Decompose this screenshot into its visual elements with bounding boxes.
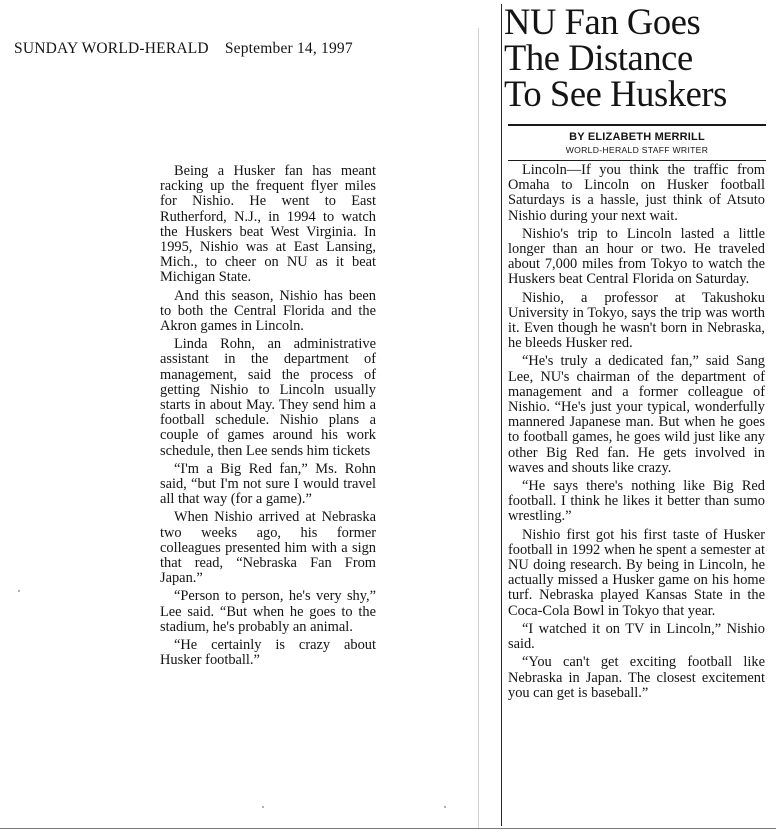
paragraph: “I'm a Big Red fan,” Ms. Rohn said, “but I'm not sure I would travel all that way (for a game).” (160, 460, 376, 508)
paragraph: “He certainly is crazy about Husker football.” (160, 637, 376, 669)
scan-speck (262, 806, 264, 808)
paragraph: Linda Rohn, an administrative assistant in the department of management, said the process of getting Nishio to Lincoln usually starts in about May. They send him a football schedule. Nishio plans a couple of games around his work schedule, then Lee sends him tickets (160, 336, 376, 459)
headline-rule (508, 124, 766, 126)
paper-name: SUNDAY WORLD-HERALD (14, 40, 209, 57)
byline-title: WORLD-HERALD STAFF WRITER (565, 145, 709, 155)
paragraph: “He's truly a dedicated fan,” said Sang Lee, NU's chairman of the department of management and a former colleague of Nishio. “He's just your typical, wonderfully mannered Japanese man. But when he goes to football games, he goes wild just like any other Big Red fan. He gets involved in waves and shouts like crazy. (508, 353, 765, 476)
paragraph: “I watched it on TV in Lincoln,” Nishio said. (508, 620, 765, 653)
paragraph: When Nishio arrived at Nebraska two weeks ago, his former colleagues presented him with a sign that read, “Nebraska Fan From Japan.” (160, 509, 376, 587)
scan-speck (18, 590, 20, 592)
headline-line: The Distance (504, 37, 693, 78)
article-continuation-column (160, 164, 376, 672)
headline (504, 1, 772, 114)
byline-rule (508, 160, 766, 161)
issue-date: September 14, 1997 (224, 40, 353, 57)
paragraph: Being a Husker fan has meant racking up the frequent flyer miles for Nishio. He went to East Rutherford, N.J., in 1994 to watch the Huskers beat West Virginia. In 1995, Nishio was at East Lansing, Mich., to cheer on NU as it beat Michigan State. (160, 163, 376, 286)
paragraph: And this season, Nishio has been to both the Central Florida and the Akron games in Lincoln. (160, 287, 376, 335)
byline (508, 131, 766, 156)
column-divider (478, 28, 479, 828)
page-edge-rule (0, 828, 776, 829)
headline-line: NU Fan Goes (504, 1, 701, 42)
article-lead-column (508, 163, 765, 704)
column-divider (501, 4, 502, 826)
scan-speck (444, 806, 446, 808)
paragraph: “Person to person, he's very shy,” Lee said. “But when he goes to the stadium, he's probably an animal. (160, 588, 376, 635)
paragraph: Nishio first got his first taste of Husker football in 1992 when he spent a semester at NU doing research. By being in Lincoln, he actually missed a Husker game on his home turf. Nebraska played Kansas State in the Coca-Cola Bowl in Tokyo that year. (508, 526, 765, 619)
byline-author: BY ELIZABETH MERRILL (569, 131, 705, 143)
paragraph: Nishio, a professor at Takushoku University in Tokyo, says the trip was worth it. Even though he wasn't born in Nebraska, he bleeds Husker red. (508, 289, 765, 352)
paragraph: “He says there's nothing like Big Red football. I think he likes it better than sumo wrestling.” (508, 478, 765, 525)
masthead (14, 40, 353, 58)
headline-line: To See Huskers (504, 73, 727, 114)
paragraph: Lincoln—If you think the traffic from Omaha to Lincoln on Husker football Saturdays is a hassle, just think of Atsuto Nishio during your next wait. (508, 162, 765, 224)
paragraph: “You can't get exciting football like Nebraska in Japan. The closest excitement you can get is baseball.” (508, 654, 765, 701)
paragraph: Nishio's trip to Lincoln lasted a little longer than an hour or two. He traveled about 7,000 miles from Tokyo to watch the Huskers beat Central Florida on Saturday. (508, 225, 765, 288)
